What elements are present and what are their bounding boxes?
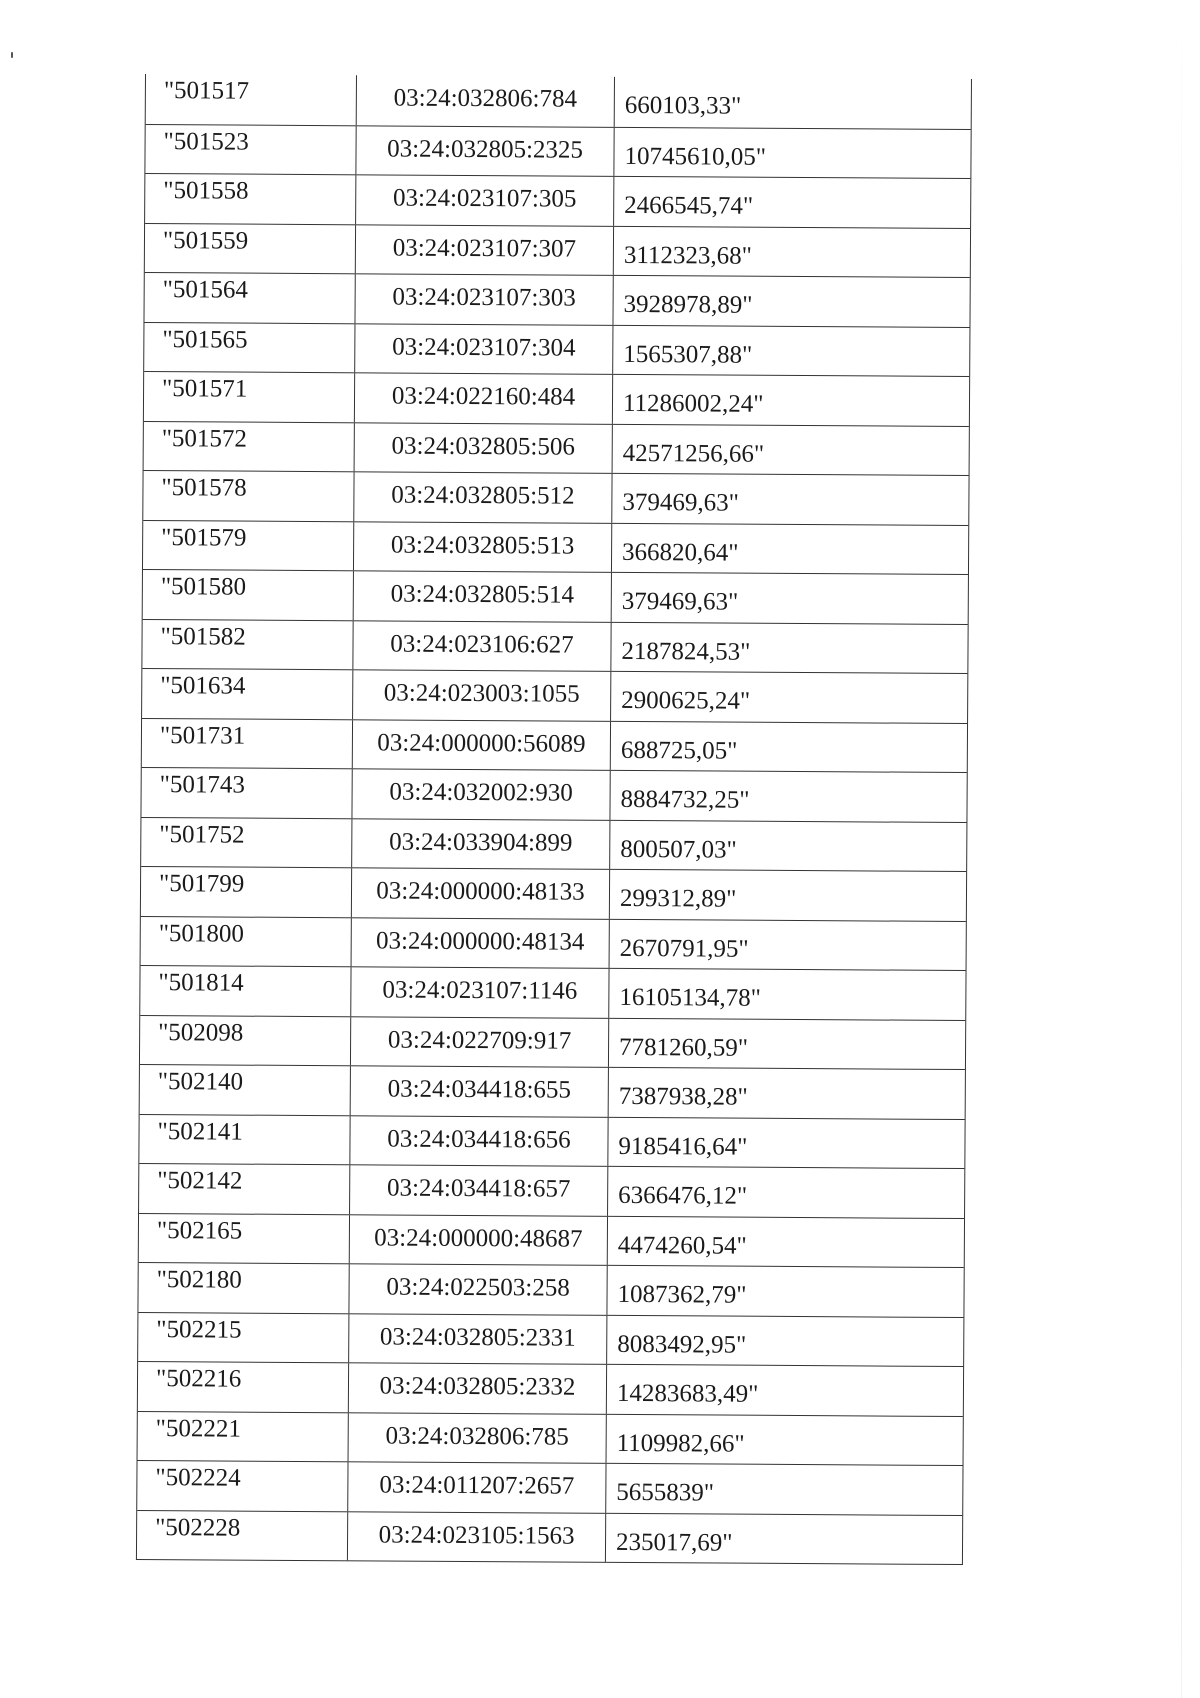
cadastral-number-cell: 03:24:023107:307 [355, 225, 613, 275]
row-id-cell: "501559 [162, 226, 249, 255]
row-id-cell: "501582 [160, 622, 246, 651]
table-row [140, 1064, 965, 1119]
row-id-cell: "501799 [158, 870, 245, 898]
table-row [140, 1014, 965, 1069]
row-id-cell: "501814 [158, 969, 244, 997]
row-id-cell: "501523 [163, 127, 249, 156]
table-row [142, 668, 967, 723]
cadastral-number-cell: 03:24:034418:657 [349, 1165, 607, 1215]
table-row [143, 569, 968, 624]
scan-speck [11, 52, 13, 58]
cadastral-number-cell: 03:24:023107:1146 [350, 967, 608, 1017]
value-cell: 9185416,64" [607, 1117, 964, 1168]
value-cell: 660103,33" [614, 77, 971, 129]
value-cell: 6366476,12" [607, 1167, 964, 1218]
cadastral-number-cell: 03:24:000000:48133 [351, 868, 609, 918]
cadastral-number-cell: 03:24:023003:1055 [352, 670, 610, 720]
table-row [144, 420, 969, 475]
value-cell: 379469,63" [611, 474, 968, 525]
cadastral-number-cell: 03:24:032805:512 [353, 472, 611, 522]
cadastral-number-cell: 03:24:000000:48687 [349, 1215, 607, 1265]
table-row [138, 1262, 963, 1317]
value-cell: 5655839" [605, 1464, 962, 1515]
value-cell: 42571256,66" [612, 424, 969, 475]
cadastral-number-cell: 03:24:023107:304 [354, 324, 612, 374]
value-cell: 800507,03" [609, 820, 966, 871]
cadastral-number-cell: 03:24:033904:899 [351, 819, 609, 869]
cadastral-number-cell: 03:24:023105:1563 [347, 1512, 605, 1562]
cadastral-number-cell: 03:24:032805:2325 [355, 126, 613, 176]
table-row [139, 1163, 964, 1218]
cadastral-number-cell: 03:24:032805:514 [353, 571, 611, 621]
value-cell: 379469,63" [611, 573, 968, 624]
row-id-cell: "502216 [155, 1365, 242, 1393]
cadastral-number-cell: 03:24:032806:785 [348, 1413, 606, 1463]
row-id-cell: "502224 [155, 1464, 241, 1492]
value-cell: 7387938,28" [608, 1068, 965, 1119]
row-id-cell: "502142 [157, 1167, 243, 1195]
value-cell: 10745610,05" [613, 127, 970, 178]
row-id-cell: "502180 [156, 1266, 242, 1294]
cadastral-number-cell: 03:24:023107:305 [355, 175, 613, 225]
table-row [138, 1410, 963, 1465]
value-cell: 3112323,68" [613, 226, 970, 277]
value-cell: 2900625,24" [610, 672, 967, 723]
table-row [139, 1212, 964, 1267]
cadastral-number-cell: 03:24:000000:48134 [351, 918, 609, 968]
table-row [142, 717, 967, 772]
row-id-cell: "501564 [162, 276, 248, 304]
row-id-cell: "502215 [156, 1315, 242, 1344]
row-id-cell: "501517 [163, 77, 250, 105]
table-row [140, 965, 965, 1020]
value-cell: 8884732,25" [609, 771, 966, 822]
row-id-cell: "502140 [157, 1068, 244, 1096]
cadastral-number-cell: 03:24:032805:506 [354, 423, 612, 473]
cadastral-number-cell: 03:24:022709:917 [350, 1017, 608, 1067]
value-cell: 2670791,95" [609, 919, 966, 970]
table-row [138, 1311, 963, 1366]
table-row [145, 223, 970, 278]
scan-edge [1181, 0, 1182, 1698]
value-cell: 688725,05" [610, 721, 967, 772]
row-id-cell: "502165 [156, 1216, 243, 1245]
table-row [144, 322, 969, 377]
value-cell: 7781260,59" [608, 1018, 965, 1069]
value-cell: 1087362,79" [606, 1266, 963, 1317]
cadastral-number-cell: 03:24:034418:656 [349, 1116, 607, 1166]
row-id-cell: "501565 [162, 325, 248, 354]
value-cell: 1109982,66" [606, 1414, 963, 1465]
value-cell: 1565307,88" [612, 325, 969, 376]
row-id-cell: "501731 [159, 721, 246, 750]
value-cell: 2187824,53" [610, 622, 967, 673]
cadastral-number-cell: 03:24:032805:2331 [348, 1314, 606, 1364]
table-row [137, 1509, 962, 1564]
value-cell: 8083492,95" [606, 1315, 963, 1366]
cadastral-number-cell: 03:24:032805:513 [353, 522, 611, 572]
cadastral-number-cell: 03:24:011207:2657 [347, 1462, 605, 1512]
table-row [141, 866, 966, 921]
cadastral-number-cell: 03:24:032806:784 [356, 75, 614, 126]
table-row [141, 767, 966, 822]
cadastral-number-cell: 03:24:022160:484 [354, 373, 612, 423]
value-cell: 4474260,54" [607, 1216, 964, 1267]
value-cell: 2466545,74" [613, 177, 970, 228]
row-id-cell: "501558 [163, 177, 249, 205]
cadastral-number-cell: 03:24:023107:303 [354, 274, 612, 324]
cadastral-number-cell: 03:24:022503:258 [348, 1264, 606, 1314]
value-cell: 14283683,49" [606, 1365, 963, 1416]
row-id-cell: "501634 [160, 672, 246, 700]
cadastral-number-cell: 03:24:032002:930 [351, 769, 609, 819]
table-row [137, 1460, 962, 1515]
cadastral-number-cell: 03:24:034418:655 [350, 1066, 608, 1116]
row-id-cell: "501743 [159, 771, 245, 799]
row-id-cell: "502141 [157, 1117, 243, 1146]
value-cell: 16105134,78" [608, 969, 965, 1020]
row-id-cell: "502228 [155, 1513, 241, 1542]
value-cell: 11286002,24" [612, 375, 969, 426]
row-id-cell: "502098 [158, 1018, 244, 1047]
value-cell: 299312,89" [609, 870, 966, 921]
cadastral-number-cell: 03:24:000000:56089 [352, 720, 610, 770]
cadastral-value-table [136, 74, 972, 1565]
table-row [143, 519, 968, 574]
table-row [146, 74, 971, 129]
table-row [144, 272, 969, 327]
row-id-cell: "501579 [161, 523, 247, 552]
table-row [141, 915, 966, 970]
row-id-cell: "501800 [158, 919, 245, 948]
row-id-cell: "501580 [160, 573, 247, 601]
table-row [145, 124, 970, 179]
table-row [142, 618, 967, 673]
table-row [139, 1113, 964, 1168]
row-id-cell: "501578 [161, 474, 247, 502]
cadastral-number-cell: 03:24:023106:627 [352, 621, 610, 671]
row-id-cell: "501752 [159, 820, 245, 849]
table-row [138, 1361, 963, 1416]
value-cell: 235017,69" [605, 1513, 962, 1564]
table-row [145, 173, 970, 228]
row-id-cell: "501571 [161, 375, 248, 403]
row-id-cell: "502221 [155, 1414, 242, 1443]
cadastral-number-cell: 03:24:032805:2332 [348, 1363, 606, 1413]
value-cell: 3928978,89" [612, 276, 969, 327]
table-row [143, 470, 968, 525]
table-row [141, 816, 966, 871]
value-cell: 366820,64" [611, 523, 968, 574]
table-row [144, 371, 969, 426]
row-id-cell: "501572 [161, 424, 248, 453]
